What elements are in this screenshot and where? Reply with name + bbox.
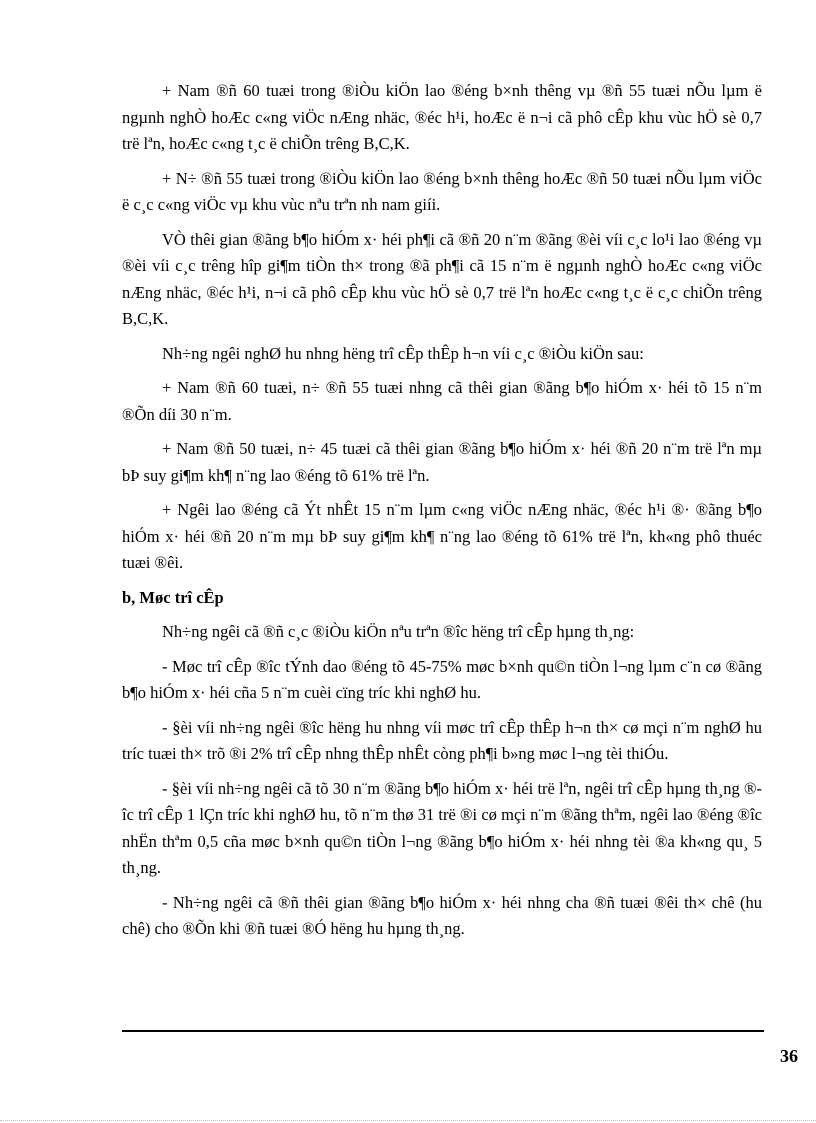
page-bottom-border — [0, 1120, 816, 1121]
paragraph: - §èi víi nh÷ng ngêi ®îc hëng hu nhng víi møc trî cÊp thÊp h¬n th× cø mçi n¨m nghØ hu tríc tuæi th× trõ ®i 2% trî cÊp nhng thÊp nhÊt còng ph¶i b»ng møc l¬ng tèi thiÓu. — [122, 717, 762, 763]
paragraph: + Nam ®ñ 60 tuæi, n÷ ®ñ 55 tuæi nhng cã thêi gian ®ãng b¶o hiÓm x· héi tõ 15 n¨m ®Õn díi 30 n¨m. — [122, 378, 762, 424]
paragraph: - Nh÷ng ngêi cã ®ñ thêi gian ®ãng b¶o hiÓm x· héi nhng cha ®ñ tuæi ®êi th× chê (hu chê) cho ®Õn khi ®ñ tuæi ®Ó hëng hu hµng th¸ng. — [122, 892, 762, 938]
paragraph: VÒ thêi gian ®ãng b¶o hiÓm x· héi ph¶i cã ®ñ 20 n¨m ®ãng ®èi víi c¸c lo¹i lao ®éng vµ ®èi víi c¸c trêng hîp gi¶m tiÒn th× trong ®ã ph¶i cã 15 n¨m ë ngµnh nghÒ hoÆc c«ng viÖc nÆng nhäc, ®éc h¹i, n¬i cã phô cÊp khu vùc hÖ sè 0,7 trë lªn hoÆc c«ng t¸c ë c¸c chiÕn trêng B,C,K. — [122, 229, 762, 328]
paragraph: - §èi víi nh÷ng ngêi cã tõ 30 n¨m ®ãng b¶o hiÓm x· héi trë lªn, ngêi trî cÊp hµng th¸ng ®îc trî cÊp 1 lÇn tríc khi nghØ hu, tõ n¨m thø 31 trë ®i cø mçi n¨m ®ãng thªm, ngêi lao ®éng ®îc nhËn thªm 0,5 cña møc b×nh qu©n tiÒn l¬ng ®ãng b¶o hiÓm x· héi nhng tèi ®a kh«ng qu¸ 5 th¸ng. — [122, 778, 762, 877]
paragraph: + N÷ ®ñ 55 tuæi trong ®iÒu kiÖn lao ®éng b×nh thêng hoÆc ®ñ 50 tuæi nÕu lµm viÖc ë c¸c c«ng viÖc vµ khu vùc nªu trªn nh nam giíi. — [122, 168, 762, 214]
body-text — [122, 78, 762, 951]
paragraph: + Nam ®ñ 60 tuæi trong ®iÒu kiÖn lao ®éng b×nh thêng vµ ®ñ 55 tuæi nÕu lµm ë ngµnh nghÒ hoÆc c«ng viÖc nÆng nhäc, ®éc h¹i, hoÆc ë n¬i cã phô cÊp khu vùc hÖ sè 0,7 trë lªn, hoÆc c«ng t¸c ë chiÕn trêng B,C,K. — [122, 81, 762, 153]
section-heading: b, Møc trî cÊp — [122, 587, 224, 607]
paragraph: Nh÷ng ngêi nghØ hu nhng hëng trî cÊp thÊp h¬n víi c¸c ®iÒu kiÖn sau: — [162, 343, 644, 363]
paragraph: + Ngêi lao ®éng cã Ýt nhÊt 15 n¨m lµm c«ng viÖc nÆng nhäc, ®éc h¹i ®· ®ãng b¶o hiÓm x· héi ®ñ 20 n¨m mµ bÞ suy gi¶m kh¶ n¨ng lao ®éng tõ 61% trë lªn, kh«ng phô thuéc tuæi ®êi. — [122, 500, 762, 572]
paragraph: Nh÷ng ngêi cã ®ñ c¸c ®iÒu kiÖn nªu trªn ®îc hëng trî cÊp hµng th¸ng: — [162, 622, 635, 641]
paragraph: + Nam ®ñ 50 tuæi, n÷ 45 tuæi cã thêi gian ®ãng b¶o hiÓm x· héi ®ñ 20 n¨m trë lªn mµ bÞ suy gi¶m kh¶ n¨ng lao ®éng tõ 61% trë lªn. — [122, 439, 762, 485]
page-number: 36 — [780, 1046, 798, 1066]
footer-rule — [122, 1030, 764, 1032]
paragraph: - Møc trî cÊp ®îc tÝnh dao ®éng tõ 45-75% møc b×nh qu©n tiÒn l¬ng lµm c¨n cø ®ãng b¶o hiÓm x· héi cña 5 n¨m cuèi cïng tríc khi nghØ hu. — [122, 656, 762, 702]
